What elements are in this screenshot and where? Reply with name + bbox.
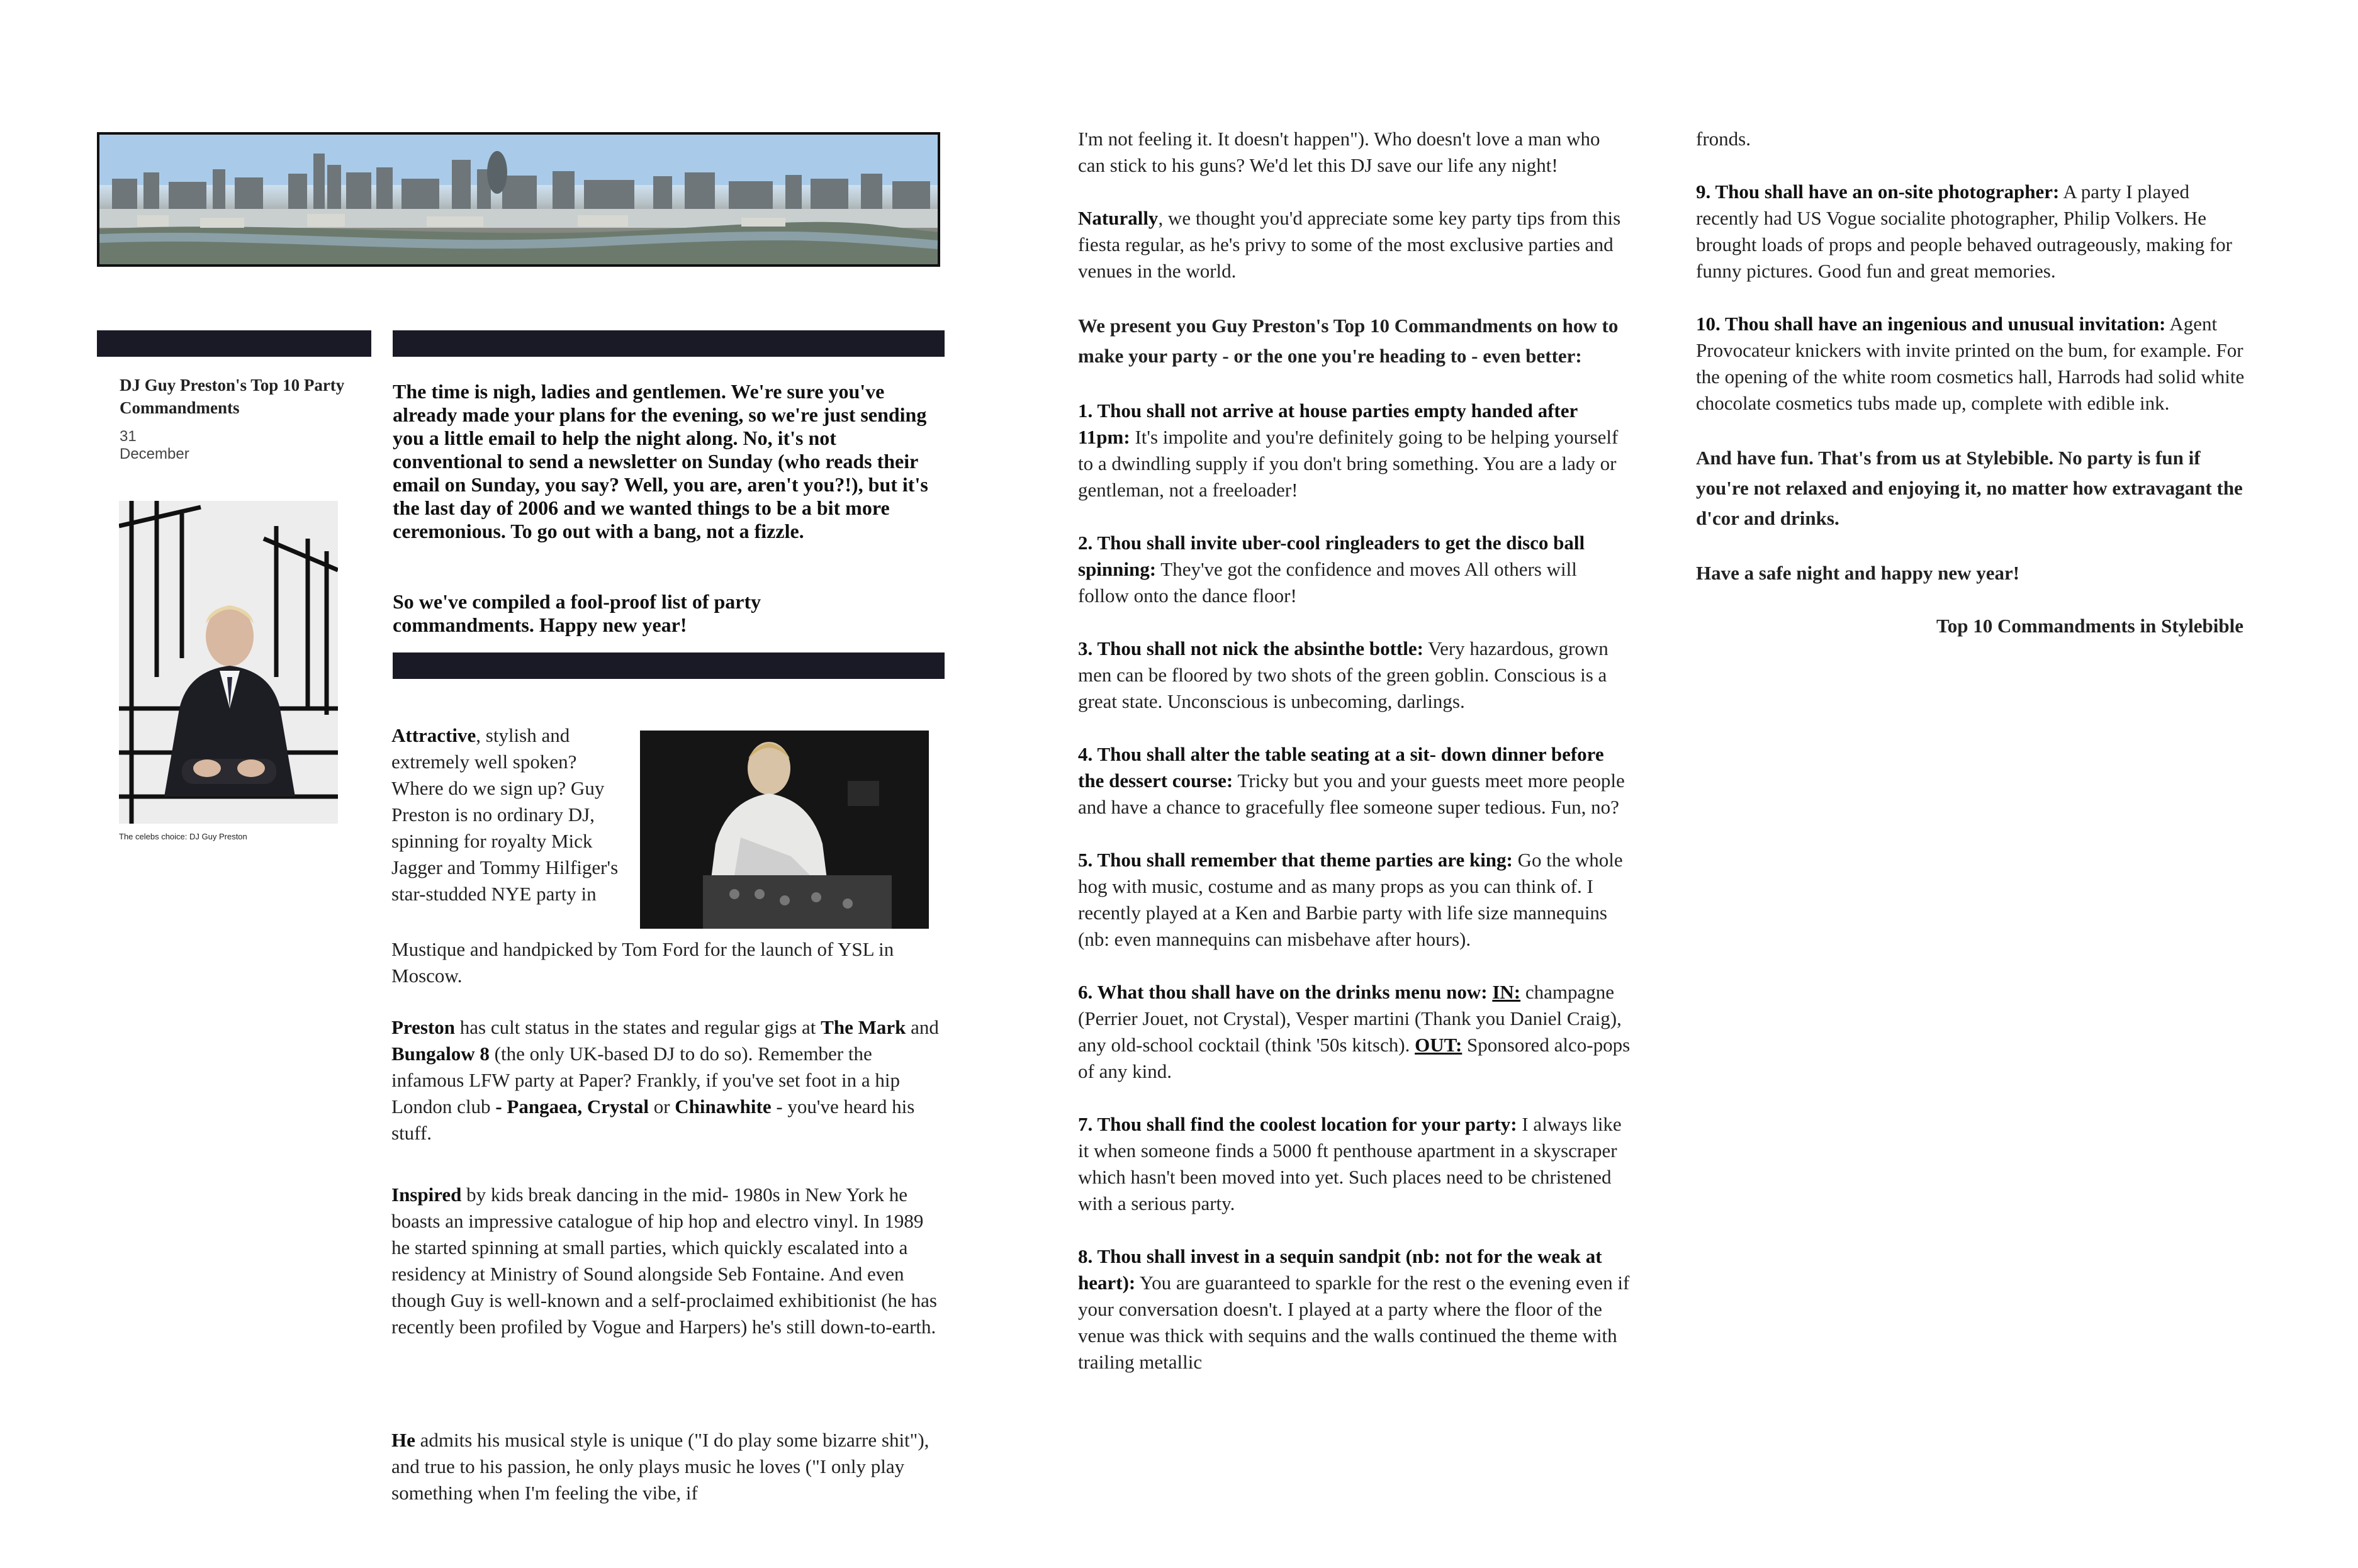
guy-preston-portrait-photo bbox=[119, 501, 338, 824]
commandment-1-text: It's impolite and you're definitely going to be helping yourself to a dwindling supply if you don't bring something. You are a lady or gentleman, not a freeloader! bbox=[1078, 426, 1619, 501]
commandment-5-head: 5. Thou shall remember that theme parties are king: bbox=[1078, 849, 1513, 871]
commandment-2 bbox=[1078, 530, 1632, 609]
photo-caption: The celebs choice: DJ Guy Preston bbox=[119, 832, 247, 841]
article-para-1-start bbox=[391, 722, 631, 907]
venue-chinawhite: Chinawhite bbox=[675, 1095, 772, 1117]
article-para-3 bbox=[391, 1182, 945, 1340]
commandment-10-head: 10. Thou shall have an ingenious and unusual invitation: bbox=[1696, 313, 2166, 335]
commandment-4-text: Tricky but you and your guests meet more people and have a chance to gracefully flee someone super tedious. Fun, no? bbox=[1078, 770, 1625, 818]
commandment-9 bbox=[1696, 179, 2250, 284]
dj-at-decks-photo bbox=[640, 731, 929, 929]
intro-closing: So we've compiled a fool-proof list of party commandments. Happy new year! bbox=[393, 590, 761, 636]
article-para-2 bbox=[391, 1014, 945, 1146]
article-para-4 bbox=[391, 1427, 945, 1506]
lead-word-he: He bbox=[391, 1429, 415, 1451]
skyline-banner-image bbox=[97, 132, 940, 267]
para-2-e: or bbox=[648, 1095, 675, 1117]
have-fun-paragraph: And have fun. That's from us at Stylebible. No party is fun if you're not relaxed and enjoying it, no matter how extravagant the d'cor and drinks. bbox=[1696, 447, 2243, 529]
sidebar-header-bar bbox=[97, 330, 371, 357]
commandment-3-text: Very hazardous, grown men can be floored by two shots of the green goblin. Conscious is a great state. Unconscious is unbecoming, darlings. bbox=[1078, 637, 1608, 712]
commandment-9-head: 9. Thou shall have an on-site photographer: bbox=[1696, 181, 2060, 203]
para-2-f: - you've heard his stuff. bbox=[391, 1095, 915, 1144]
commandment-1-head: 1. Thou shall not arrive at house parties empty handed after 11pm: bbox=[1078, 400, 1578, 448]
commandment-4-head: 4. Thou shall alter the table seating at a sit- down dinner before the dessert course: bbox=[1078, 743, 1604, 792]
venue-pangaea-crystal: - Pangaea, Crystal bbox=[495, 1095, 649, 1117]
article-para-1-end bbox=[391, 936, 945, 989]
commandment-3 bbox=[1078, 636, 1632, 715]
commandment-6-text-2: Sponsored alco-pops of any kind. bbox=[1078, 1034, 1631, 1082]
para-1-text-end: Mustique and handpicked by Tom Ford for the launch of YSL in Moscow. bbox=[391, 938, 894, 987]
sidebar-title: DJ Guy Preston's Top 10 Party Commandments bbox=[120, 376, 345, 417]
commandment-8-head: 8. Thou shall invest in a sequin sandpit (nb: not for the weak at heart): bbox=[1078, 1245, 1602, 1294]
commandment-8-text: You are guaranteed to sparkle for the rest o the evening even if your conversation doesn't. I played at a party where the floor of the venue was thick with sequins and the walls continued the theme with trailing metallic bbox=[1078, 1272, 1630, 1373]
commandment-6-text-1: champagne (Perrier Jouet, not Crystal), Vesper martini (Thank you Daniel Craig), any old-school cocktail (think '50s kitsch). bbox=[1078, 981, 1622, 1056]
commandment-2-text: They've got the confidence and moves All others will follow onto the dance floor! bbox=[1078, 558, 1577, 607]
commandment-8 bbox=[1078, 1243, 1632, 1375]
lead-word-preston: Preston bbox=[391, 1016, 456, 1038]
venue-the-mark: The Mark bbox=[821, 1016, 906, 1038]
commandments-column-1 bbox=[1078, 126, 1632, 1402]
naturally-text: , we thought you'd appreciate some key party tips from this fiesta regular, as he's privy to some of the most exclusive parties and venues in the world. bbox=[1078, 207, 1621, 282]
date-day: 31 bbox=[120, 428, 137, 445]
commandment-2-head: 2. Thou shall invite uber-cool ringleaders to get the disco ball spinning: bbox=[1078, 532, 1585, 580]
intro-divider-bar bbox=[393, 652, 945, 679]
commandment-1 bbox=[1078, 398, 1632, 503]
para-2-a: has cult status in the states and regular gigs at bbox=[455, 1016, 821, 1038]
commandment-9-text: A party I played recently had US Vogue socialite photographer, Philip Volkers. He brought loads of props and people behaved outrageously, making for funny pictures. Good fun and great memories. bbox=[1696, 181, 2233, 282]
commandments-heading: We present you Guy Preston's Top 10 Commandments on how to make your party - or the one you're heading to - even better: bbox=[1078, 315, 1619, 367]
safe-night-line: Have a safe night and happy new year! bbox=[1696, 562, 2020, 584]
commandment-10 bbox=[1696, 311, 2250, 417]
article-continued: I'm not feeling it. It doesn't happen"). Who doesn't love a man who can stick to his guns? We'd let this DJ save our life any night! bbox=[1078, 128, 1600, 176]
venue-bungalow-8: Bungalow 8 bbox=[391, 1043, 490, 1065]
lead-word-naturally: Naturally bbox=[1078, 207, 1159, 229]
signoff-line: Top 10 Commandments in Stylebible bbox=[1936, 615, 2243, 637]
para-4-text: admits his musical style is unique ("I do play some bizarre shit"), and true to his passion, he only plays music he loves ("I only play something when I'm feeling the vibe, if bbox=[391, 1429, 929, 1504]
commandment-7-head: 7. Thou shall find the coolest location for your party: bbox=[1078, 1113, 1517, 1135]
commandment-6-head: 6. What thou shall have on the drinks menu now: bbox=[1078, 981, 1493, 1003]
commandment-5-text: Go the whole hog with music, costume and as many props as you can think of. I recently played at a Ken and Barbie party with life size mannequins (nb: even mannequins can misbehave after hours). bbox=[1078, 849, 1623, 950]
commandment-7-text: I always like it when someone finds a 5000 ft penthouse apartment in a skyscraper which hasn't been moved into yet. Such places need to be christened with a serious party. bbox=[1078, 1113, 1622, 1214]
article-continued-2: fronds. bbox=[1696, 128, 1751, 150]
commandment-3-head: 3. Thou shall not nick the absinthe bottle: bbox=[1078, 637, 1423, 659]
para-2-c: and bbox=[906, 1016, 939, 1038]
para-2-d: (the only UK-based DJ to do so). Remember the infamous LFW party at Paper? Frankly, if you've set foot in a hip London club bbox=[391, 1043, 900, 1117]
commandment-10-text: Agent Provocateur knickers with invite printed on the bum, for example. For the opening of the white room cosmetics hall, Harrods had solid white chocolate cosmetics tubs made up, complete with edible ink. bbox=[1696, 313, 2245, 414]
main-header-bar bbox=[393, 330, 945, 357]
commandments-column-2 bbox=[1696, 126, 2250, 639]
intro-paragraph: The time is nigh, ladies and gentlemen. We're sure you've already made your plans for the evening, so we're just sending you a little email to help the night along. No, it's not conventional to send a newsletter on Sunday (who reads their email on Sunday, you say? Well, you are, aren't you?!), but it's the last day of 2006 and we wanted things to be a bit more ceremonious. To go out with a bang, not a fizzle. bbox=[393, 380, 928, 542]
commandment-7 bbox=[1078, 1111, 1632, 1217]
commandment-6-in-label: IN: bbox=[1492, 981, 1521, 1003]
para-1-text: , stylish and extremely well spoken? Where do we sign up? Guy Preston is no ordinary DJ, spinning for royalty Mick Jagger and Tommy Hilfiger's star-studded NYE party in bbox=[391, 724, 619, 905]
lead-word-inspired: Inspired bbox=[391, 1184, 462, 1206]
date-month: December bbox=[120, 445, 189, 462]
commandment-6-out-label: OUT: bbox=[1415, 1034, 1463, 1056]
commandment-6 bbox=[1078, 979, 1632, 1085]
commandment-4 bbox=[1078, 741, 1632, 820]
skyline-illustration bbox=[99, 135, 938, 264]
commandment-5 bbox=[1078, 847, 1632, 953]
para-3-text: by kids break dancing in the mid- 1980s in New York he boasts an impressive catalogue of hip hop and electro vinyl. In 1989 he started spinning at small parties, which quickly escalated into a residency at Ministry of Sound alongside Seb Fontaine. And even though Guy is well-known and a self-proclaimed exhibitionist (he has recently been profiled by Vogue and Harpers) he's still down-to-earth. bbox=[391, 1184, 937, 1338]
lead-word-attractive: Attractive bbox=[391, 724, 476, 746]
naturally-paragraph bbox=[1078, 205, 1632, 284]
